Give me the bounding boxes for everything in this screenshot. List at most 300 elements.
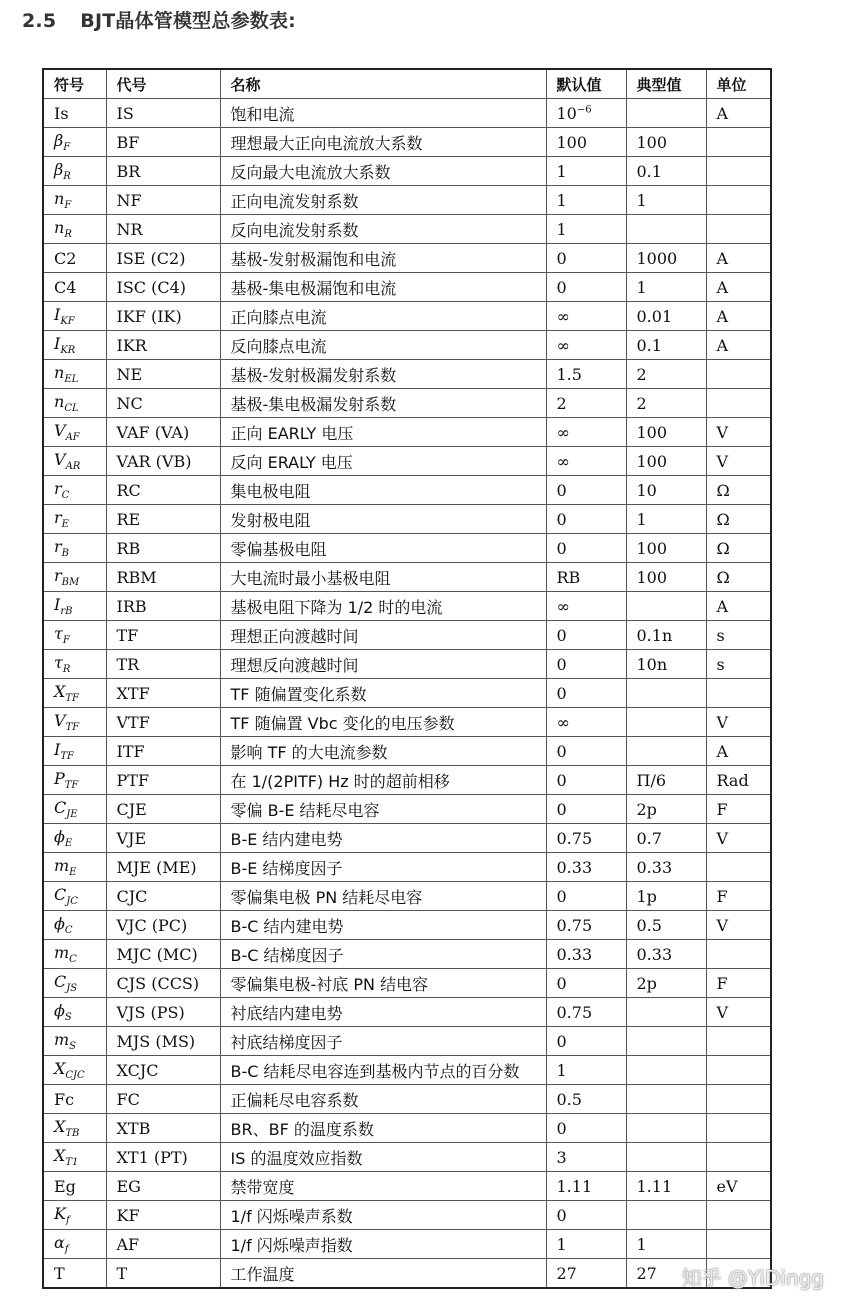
default-value-cell xyxy=(546,157,626,186)
typical-value-cell xyxy=(626,1201,706,1230)
table-row xyxy=(43,969,771,998)
symbol-main: m xyxy=(54,1029,70,1049)
symbol-main: Eg xyxy=(54,1176,76,1196)
default-value-cell xyxy=(546,389,626,418)
table-row xyxy=(43,824,771,853)
name-cell: 基极-集电极漏饱和电流 xyxy=(220,273,546,302)
symbol-cell xyxy=(43,795,106,824)
symbol-main: C xyxy=(54,884,67,904)
symbol-main: r xyxy=(54,507,62,527)
default-value-cell xyxy=(546,447,626,476)
table-row xyxy=(43,882,771,911)
name-cell: B-C 结内建电势 xyxy=(220,911,546,940)
typical-value-cell xyxy=(626,998,706,1027)
symbol-cell xyxy=(43,99,106,128)
symbol-cell xyxy=(43,505,106,534)
unit-cell: F xyxy=(706,969,771,998)
default-value-cell xyxy=(546,940,626,969)
default-value-cell xyxy=(546,302,626,331)
default-value-cell xyxy=(546,592,626,621)
default-value-cell xyxy=(546,418,626,447)
code-cell: VJE xyxy=(106,824,220,853)
symbol-subscript: CL xyxy=(64,403,79,415)
table-row xyxy=(43,679,771,708)
symbol-cell xyxy=(43,737,106,766)
default-value: 0.75 xyxy=(556,915,593,935)
name-cell: 基极-发射极漏饱和电流 xyxy=(220,244,546,273)
symbol-cell xyxy=(43,940,106,969)
symbol-cell xyxy=(43,331,106,360)
symbol-main: τ xyxy=(54,623,63,643)
unit-cell xyxy=(706,186,771,215)
default-value-cell xyxy=(546,1172,626,1201)
default-value: ∞ xyxy=(556,422,570,442)
symbol-subscript: C xyxy=(69,954,77,966)
unit-cell: V xyxy=(706,708,771,737)
name-cell: 大电流时最小基极电阻 xyxy=(220,563,546,592)
symbol-main: I xyxy=(54,304,61,324)
default-value-cell xyxy=(546,708,626,737)
symbol-cell xyxy=(43,215,106,244)
default-value-cell xyxy=(546,737,626,766)
symbol-subscript: f xyxy=(65,1215,70,1227)
code-cell: AF xyxy=(106,1230,220,1259)
default-value: 3 xyxy=(556,1147,567,1167)
table-row xyxy=(43,476,771,505)
code-cell: VJC (PC) xyxy=(106,911,220,940)
section-number: 2.5 xyxy=(22,10,57,32)
symbol-subscript: R xyxy=(62,664,71,676)
symbol-cell xyxy=(43,1085,106,1114)
name-cell: BR、BF 的温度系数 xyxy=(220,1114,546,1143)
default-value: 1 xyxy=(556,190,567,210)
code-cell: TR xyxy=(106,650,220,679)
typical-value-cell: 2 xyxy=(626,389,706,418)
default-value-cell xyxy=(546,621,626,650)
name-cell: IS 的温度效应指数 xyxy=(220,1143,546,1172)
unit-cell: Ω xyxy=(706,534,771,563)
table-row xyxy=(43,708,771,737)
symbol-cell xyxy=(43,882,106,911)
symbol-main: Is xyxy=(54,103,69,123)
name-cell: 基极电阻下降为 1/2 时的电流 xyxy=(220,592,546,621)
symbol-cell xyxy=(43,824,106,853)
symbol-cell xyxy=(43,1027,106,1056)
typical-value-cell: 100 xyxy=(626,418,706,447)
symbol-main: C4 xyxy=(54,277,77,297)
typical-value-cell: 0.7 xyxy=(626,824,706,853)
typical-value-cell xyxy=(626,592,706,621)
unit-cell: V xyxy=(706,911,771,940)
symbol-cell xyxy=(43,621,106,650)
typical-value-cell: 100 xyxy=(626,563,706,592)
code-cell: IS xyxy=(106,99,220,128)
code-cell: MJS (MS) xyxy=(106,1027,220,1056)
default-value-cell xyxy=(546,1085,626,1114)
symbol-cell xyxy=(43,1056,106,1085)
unit-cell: V xyxy=(706,447,771,476)
symbol-subscript: rB xyxy=(60,606,73,618)
typical-value-cell xyxy=(626,1056,706,1085)
typical-value-cell xyxy=(626,99,706,128)
column-header-default: 默认值 xyxy=(546,69,626,99)
default-value: 0 xyxy=(556,248,567,268)
default-value: ∞ xyxy=(556,451,570,471)
name-cell: 禁带宽度 xyxy=(220,1172,546,1201)
symbol-main: I xyxy=(54,594,61,614)
symbol-subscript: TF xyxy=(60,751,74,763)
code-cell: IKR xyxy=(106,331,220,360)
unit-cell: A xyxy=(706,331,771,360)
symbol-subscript: CJC xyxy=(65,1070,85,1082)
default-value-cell xyxy=(546,215,626,244)
symbol-subscript: F xyxy=(64,200,72,212)
symbol-main: C xyxy=(54,797,67,817)
table-row xyxy=(43,621,771,650)
section-heading xyxy=(22,6,296,33)
symbol-cell xyxy=(43,853,106,882)
symbol-main: r xyxy=(54,536,62,556)
typical-value-cell: 10 xyxy=(626,476,706,505)
symbol-main: X xyxy=(54,1058,66,1078)
typical-value-cell: 2p xyxy=(626,795,706,824)
symbol-subscript: E xyxy=(61,519,69,531)
symbol-main: m xyxy=(54,855,70,875)
symbol-subscript: R xyxy=(64,229,72,241)
name-cell: 在 1/(2PITF) Hz 时的超前相移 xyxy=(220,766,546,795)
typical-value-cell xyxy=(626,1027,706,1056)
symbol-subscript: TF xyxy=(64,780,79,792)
table-row xyxy=(43,1172,771,1201)
symbol-main: n xyxy=(54,362,65,382)
default-value-cell xyxy=(546,99,626,128)
name-cell: B-C 结耗尽电容连到基极内节点的百分数 xyxy=(220,1056,546,1085)
default-value: 2 xyxy=(556,393,567,413)
typical-value-cell: 0.1n xyxy=(626,621,706,650)
table-row xyxy=(43,795,771,824)
symbol-cell xyxy=(43,1114,106,1143)
symbol-cell xyxy=(43,1172,106,1201)
name-cell: B-E 结梯度因子 xyxy=(220,853,546,882)
default-value: 0 xyxy=(556,1205,567,1225)
unit-cell: V xyxy=(706,998,771,1027)
symbol-cell xyxy=(43,998,106,1027)
symbol-subscript: JS xyxy=(66,983,78,995)
typical-value-cell: 0.33 xyxy=(626,853,706,882)
default-value: 0.5 xyxy=(556,1089,582,1109)
default-value: 0 xyxy=(556,1118,567,1138)
code-cell: CJE xyxy=(106,795,220,824)
typical-value-cell: 0.33 xyxy=(626,940,706,969)
name-cell: 发射极电阻 xyxy=(220,505,546,534)
code-cell: IKF (IK) xyxy=(106,302,220,331)
unit-cell xyxy=(706,679,771,708)
table-row xyxy=(43,447,771,476)
default-value: ∞ xyxy=(556,335,570,355)
symbol-cell xyxy=(43,969,106,998)
unit-cell: A xyxy=(706,302,771,331)
default-value-cell xyxy=(546,476,626,505)
table-row xyxy=(43,273,771,302)
default-value-cell xyxy=(546,360,626,389)
unit-cell: Ω xyxy=(706,476,771,505)
code-cell: ITF xyxy=(106,737,220,766)
symbol-cell xyxy=(43,360,106,389)
column-header-symbol: 符号 xyxy=(43,69,106,99)
name-cell: 反向 ERALY 电压 xyxy=(220,447,546,476)
name-cell: 理想反向渡越时间 xyxy=(220,650,546,679)
table-header-row xyxy=(43,69,771,99)
table-row xyxy=(43,418,771,447)
symbol-subscript: E xyxy=(64,838,73,850)
default-value-exponent: −6 xyxy=(576,104,592,116)
symbol-subscript: T1 xyxy=(65,1157,79,1169)
symbol-cell xyxy=(43,476,106,505)
name-cell: 正向 EARLY 电压 xyxy=(220,418,546,447)
name-cell: B-E 结内建电势 xyxy=(220,824,546,853)
symbol-cell xyxy=(43,186,106,215)
typical-value-cell xyxy=(626,679,706,708)
unit-cell: F xyxy=(706,795,771,824)
code-cell: ISC (C4) xyxy=(106,273,220,302)
typical-value-cell: 27 xyxy=(626,1259,706,1289)
name-cell: 基极-集电极漏发射系数 xyxy=(220,389,546,418)
code-cell: MJC (MC) xyxy=(106,940,220,969)
name-cell: 集电极电阻 xyxy=(220,476,546,505)
symbol-main: β xyxy=(54,130,64,150)
unit-cell: s xyxy=(706,621,771,650)
table-row xyxy=(43,1027,771,1056)
typical-value-cell: 2 xyxy=(626,360,706,389)
symbol-main: ϕ xyxy=(54,1000,65,1020)
table-row xyxy=(43,563,771,592)
default-value-cell xyxy=(546,969,626,998)
default-value-cell xyxy=(546,824,626,853)
typical-value-cell: 0.01 xyxy=(626,302,706,331)
default-value: 0 xyxy=(556,741,567,761)
default-value-cell xyxy=(546,1230,626,1259)
default-value-cell xyxy=(546,563,626,592)
default-value: ∞ xyxy=(556,596,570,616)
symbol-subscript: JE xyxy=(66,809,78,821)
default-value-cell xyxy=(546,244,626,273)
name-cell: 1/f 闪烁噪声指数 xyxy=(220,1230,546,1259)
typical-value-cell: 1.11 xyxy=(626,1172,706,1201)
name-cell: 正偏耗尽电容系数 xyxy=(220,1085,546,1114)
default-value-cell xyxy=(546,882,626,911)
code-cell: EG xyxy=(106,1172,220,1201)
code-cell: VAR (VB) xyxy=(106,447,220,476)
default-value: 0 xyxy=(556,509,567,529)
symbol-subscript: AF xyxy=(65,432,80,444)
table-row xyxy=(43,1056,771,1085)
code-cell: VJS (PS) xyxy=(106,998,220,1027)
default-value-cell xyxy=(546,1027,626,1056)
unit-cell: V xyxy=(706,824,771,853)
symbol-main: n xyxy=(54,391,65,411)
typical-value-cell: 0.1 xyxy=(626,157,706,186)
column-header-unit: 单位 xyxy=(706,69,771,99)
typical-value-cell: 100 xyxy=(626,447,706,476)
name-cell: 零偏集电极 PN 结耗尽电容 xyxy=(220,882,546,911)
symbol-cell xyxy=(43,1143,106,1172)
table-row xyxy=(43,1230,771,1259)
typical-value-cell xyxy=(626,1114,706,1143)
code-cell: NC xyxy=(106,389,220,418)
symbol-main: ϕ xyxy=(54,826,65,846)
symbol-cell xyxy=(43,244,106,273)
default-value: 0 xyxy=(556,538,567,558)
symbol-cell xyxy=(43,679,106,708)
typical-value-cell: 1p xyxy=(626,882,706,911)
symbol-cell xyxy=(43,389,106,418)
default-value: 0.33 xyxy=(556,944,593,964)
table-row xyxy=(43,1085,771,1114)
symbol-cell xyxy=(43,447,106,476)
unit-cell xyxy=(706,1230,771,1259)
bjt-parameter-table xyxy=(42,68,772,1289)
code-cell: RB xyxy=(106,534,220,563)
symbol-main: V xyxy=(54,710,66,730)
name-cell: TF 随偏置 Vbc 变化的电压参数 xyxy=(220,708,546,737)
typical-value-cell xyxy=(626,708,706,737)
symbol-cell xyxy=(43,911,106,940)
code-cell: RE xyxy=(106,505,220,534)
code-cell: PTF xyxy=(106,766,220,795)
name-cell: 饱和电流 xyxy=(220,99,546,128)
default-value-cell xyxy=(546,1201,626,1230)
unit-cell: Ω xyxy=(706,505,771,534)
section-title: BJT晶体管模型总参数表: xyxy=(80,10,296,32)
typical-value-cell: 10n xyxy=(626,650,706,679)
default-value: 0 xyxy=(556,654,567,674)
unit-cell xyxy=(706,157,771,186)
default-value: 0 xyxy=(556,683,567,703)
typical-value-cell xyxy=(626,1085,706,1114)
default-value-cell xyxy=(546,331,626,360)
default-value: 0 xyxy=(556,625,567,645)
name-cell: B-C 结梯度因子 xyxy=(220,940,546,969)
default-value-cell xyxy=(546,505,626,534)
unit-cell xyxy=(706,128,771,157)
symbol-main: β xyxy=(54,159,64,179)
table-row xyxy=(43,592,771,621)
symbol-main: K xyxy=(54,1203,66,1223)
default-value: 0 xyxy=(556,799,567,819)
default-value: 0.33 xyxy=(556,857,593,877)
unit-cell: Rad xyxy=(706,766,771,795)
default-value-cell xyxy=(546,795,626,824)
default-value: RB xyxy=(556,567,581,587)
name-cell: 反向膝点电流 xyxy=(220,331,546,360)
symbol-subscript: AR xyxy=(65,461,81,473)
unit-cell xyxy=(706,940,771,969)
symbol-subscript: KF xyxy=(60,316,75,328)
symbol-cell xyxy=(43,418,106,447)
unit-cell: A xyxy=(706,99,771,128)
symbol-subscript: S xyxy=(69,1041,77,1053)
default-value: 0 xyxy=(556,770,567,790)
table-row xyxy=(43,766,771,795)
table-row xyxy=(43,1143,771,1172)
table-row xyxy=(43,157,771,186)
symbol-cell xyxy=(43,592,106,621)
default-value-cell xyxy=(546,534,626,563)
name-cell: 零偏 B-E 结耗尽电容 xyxy=(220,795,546,824)
code-cell: KF xyxy=(106,1201,220,1230)
unit-cell xyxy=(706,1143,771,1172)
symbol-main: V xyxy=(54,449,66,469)
table-row xyxy=(43,650,771,679)
symbol-cell xyxy=(43,1259,106,1289)
symbol-main: X xyxy=(54,1116,66,1136)
default-value-cell xyxy=(546,1143,626,1172)
table-row xyxy=(43,331,771,360)
code-cell: XT1 (PT) xyxy=(106,1143,220,1172)
name-cell: 零偏集电极-衬底 PN 结电容 xyxy=(220,969,546,998)
name-cell: 正向电流发射系数 xyxy=(220,186,546,215)
column-header-typical: 典型值 xyxy=(626,69,706,99)
symbol-cell xyxy=(43,1230,106,1259)
typical-value-cell: 0.5 xyxy=(626,911,706,940)
name-cell: 工作温度 xyxy=(220,1259,546,1289)
code-cell: CJC xyxy=(106,882,220,911)
symbol-cell xyxy=(43,302,106,331)
symbol-cell xyxy=(43,128,106,157)
unit-cell xyxy=(706,360,771,389)
symbol-subscript: E xyxy=(69,867,77,879)
typical-value-cell: 1 xyxy=(626,505,706,534)
default-value: ∞ xyxy=(556,712,570,732)
table-row xyxy=(43,302,771,331)
default-value-cell xyxy=(546,1259,626,1289)
symbol-main: C xyxy=(54,971,67,991)
code-cell: XCJC xyxy=(106,1056,220,1085)
symbol-subscript: C xyxy=(61,490,70,502)
column-header-code: 代号 xyxy=(106,69,220,99)
default-value: 1.11 xyxy=(556,1176,593,1196)
name-cell: 衬底结内建电势 xyxy=(220,998,546,1027)
code-cell: FC xyxy=(106,1085,220,1114)
name-cell: 衬底结梯度因子 xyxy=(220,1027,546,1056)
unit-cell: Ω xyxy=(706,563,771,592)
symbol-subscript: C xyxy=(64,925,73,937)
symbol-main: ϕ xyxy=(54,913,65,933)
table-row xyxy=(43,737,771,766)
unit-cell: F xyxy=(706,882,771,911)
table-row xyxy=(43,244,771,273)
symbol-subscript: R xyxy=(63,171,71,183)
code-cell: MJE (ME) xyxy=(106,853,220,882)
typical-value-cell: 1000 xyxy=(626,244,706,273)
default-value: 0 xyxy=(556,277,567,297)
table-row xyxy=(43,505,771,534)
default-value-cell xyxy=(546,911,626,940)
code-cell: VTF xyxy=(106,708,220,737)
typical-value-cell: 1 xyxy=(626,186,706,215)
symbol-cell xyxy=(43,157,106,186)
symbol-main: α xyxy=(54,1232,65,1252)
typical-value-cell: Π/6 xyxy=(626,766,706,795)
default-value: 1 xyxy=(556,1234,567,1254)
symbol-cell xyxy=(43,534,106,563)
typical-value-cell: 2p xyxy=(626,969,706,998)
symbol-main: T xyxy=(54,1263,65,1283)
typical-value-cell: 1 xyxy=(626,1230,706,1259)
unit-cell xyxy=(706,215,771,244)
symbol-subscript: KR xyxy=(60,345,76,357)
default-value-cell xyxy=(546,998,626,1027)
